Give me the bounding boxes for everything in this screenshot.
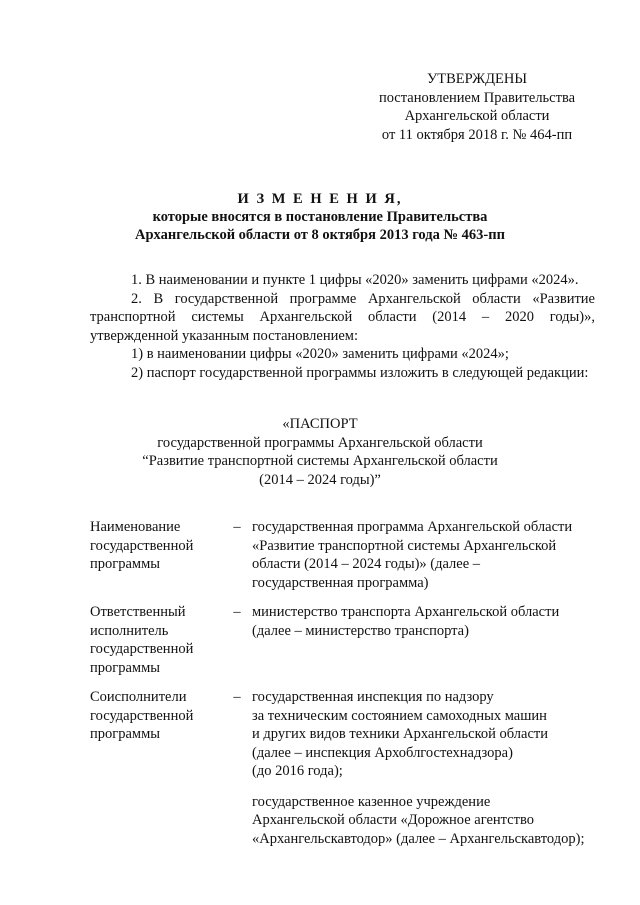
value-line: области (2014 – 2024 годы)» (далее –	[252, 556, 481, 572]
label-line: программы	[90, 726, 160, 742]
approval-line: от 11 октября 2018 г. № 464-пп	[381, 126, 573, 143]
changes-list	[90, 271, 595, 382]
label-line: государственной	[90, 641, 194, 657]
passport-row-label	[90, 603, 222, 677]
change-item-line: транспортной системы Архангельской области (2014 – 2020 годы)»,	[90, 309, 595, 325]
change-item: 1. В наименовании и пункте 1 цифры «2020» заменить цифрами «2024».	[131, 272, 579, 288]
passport-row-value	[252, 688, 600, 848]
value-paragraph	[252, 793, 600, 849]
change-subitem: 1) в наименовании цифры «2020» заменить цифрами «2024»;	[131, 346, 509, 362]
title-subtitle: Архангельской области от 8 октября 2013 года № 463-пп	[135, 227, 505, 243]
change-item-line: 2. В государственной программе Архангельской области «Развитие	[131, 290, 595, 307]
value-line: государственная инспекция по надзору	[252, 689, 494, 705]
value-line: государственная программа Архангельской области	[252, 519, 573, 535]
passport-row-value	[252, 518, 600, 592]
row-dash: –	[233, 689, 241, 705]
document-title	[0, 190, 640, 244]
row-dash: –	[233, 519, 241, 535]
value-line: Архангельской области «Дорожное агентство	[252, 812, 534, 828]
label-line: государственной	[90, 707, 194, 724]
label-line: государственной	[90, 537, 194, 554]
passport-row	[90, 518, 600, 592]
value-line: (далее – министерство транспорта)	[252, 622, 469, 639]
passport-heading-line: “Развитие транспортной системы Архангельской области	[142, 453, 498, 469]
label-line: исполнитель	[90, 622, 169, 639]
approval-line: УТВЕРЖДЕНЫ	[426, 71, 528, 87]
value-line: за техническим состоянием самоходных машин	[252, 707, 547, 724]
label-line: Наименование	[90, 519, 181, 535]
label-line: программы	[90, 659, 160, 676]
title-main: И З М Е Н Е Н И Я,	[237, 191, 403, 207]
label-line: Соисполнители	[90, 689, 187, 705]
value-line: и других видов техники Архангельской области	[252, 726, 549, 742]
value-line: государственная программа)	[252, 574, 429, 591]
passport-heading-line: государственной программы Архангельской области	[157, 434, 483, 451]
value-paragraph	[252, 688, 600, 781]
passport-row-label	[90, 688, 222, 744]
change-subitem: 2) паспорт государственной программы изложить в следующей редакции:	[131, 364, 589, 381]
passport-heading-line: (2014 – 2024 годы)”	[259, 471, 381, 488]
passport-row-value	[252, 603, 600, 640]
approval-line: постановлением Правительства	[378, 89, 576, 106]
passport-heading-line: «ПАСПОРТ	[282, 416, 358, 432]
approval-line: Архангельской области	[404, 108, 550, 124]
value-line: государственное казенное учреждение	[252, 793, 491, 810]
passport-row	[90, 688, 600, 848]
approval-stamp	[362, 70, 592, 144]
change-item-line: утвержденной указанным постановлением:	[90, 327, 359, 344]
value-line: «Архангельскавтодор» (далее – Архангельскавтодор);	[252, 830, 585, 847]
value-line: (до 2016 года);	[252, 763, 343, 779]
value-line: министерство транспорта Архангельской области	[252, 604, 560, 620]
label-line: программы	[90, 556, 160, 572]
label-line: Ответственный	[90, 604, 186, 620]
passport-heading	[0, 415, 640, 489]
row-dash: –	[233, 604, 241, 620]
title-subtitle: которые вносятся в постановление Правительства	[152, 209, 488, 225]
value-line: (далее – инспекция Архоблгостехнадзора)	[252, 744, 513, 761]
passport-row	[90, 603, 600, 677]
passport-row-label	[90, 518, 222, 574]
value-line: «Развитие транспортной системы Архангельской	[252, 537, 557, 554]
